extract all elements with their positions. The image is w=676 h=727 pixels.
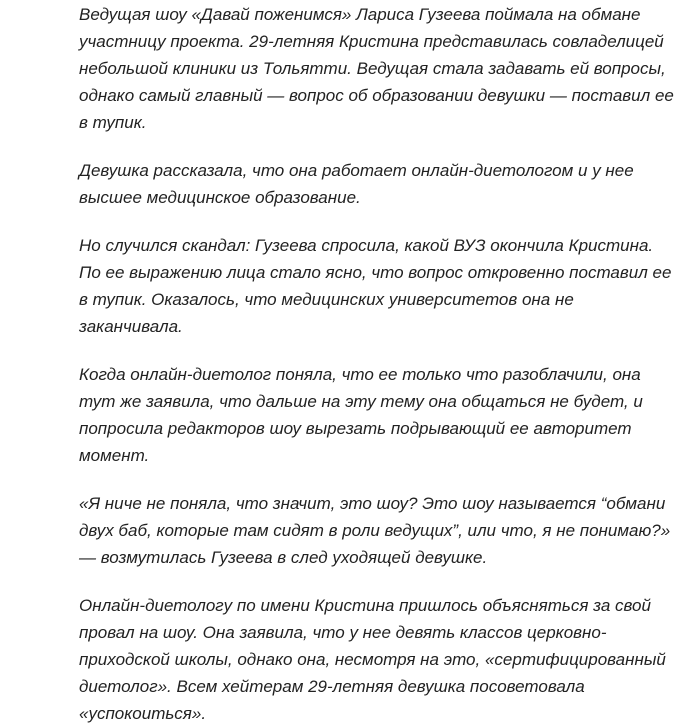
- text-line: диетолог». Всем хейтерам 29-летняя девушка посоветовала: [79, 677, 585, 696]
- paragraph-gap: [79, 136, 676, 157]
- paragraph: [79, 232, 676, 340]
- paragraph: [79, 1, 676, 136]
- text-line: Ведущая шоу «Давай поженимся» Лариса Гузеева поймала на обмане: [79, 5, 641, 24]
- text-line: приходской школы, однако она, несмотря на это, «сертифицированный: [79, 650, 666, 669]
- text-line: «Я ниче не поняла, что значит, это шоу? Это шоу называется “обмани: [79, 494, 666, 513]
- text-line: — возмутилась Гузеева в след уходящей девушке.: [79, 548, 488, 567]
- paragraph-gap: [79, 469, 676, 490]
- text-line: заканчивала.: [79, 317, 183, 336]
- text-line: Но случился скандал: Гузеева спросила, какой ВУЗ окончила Кристина.: [79, 236, 654, 255]
- paragraph: [79, 592, 676, 727]
- text-line: Когда онлайн-диетолог поняла, что ее только что разоблачили, она: [79, 365, 641, 384]
- text-line: двух баб, которые там сидят в роли ведущих”, или что, я не понимаю?»: [79, 521, 671, 540]
- text-line: небольшой клиники из Тольятти. Ведущая стала задавать ей вопросы,: [79, 59, 666, 78]
- text-line: в тупик.: [79, 113, 147, 132]
- text-line: участницу проекта. 29-летняя Кристина представилась совладелицей: [79, 32, 664, 51]
- text-line: Девушка рассказала, что она работает онлайн-диетологом и у нее: [79, 161, 634, 180]
- text-line: однако самый главный — вопрос об образовании девушки — поставил ее: [79, 86, 674, 105]
- paragraph: [79, 361, 676, 469]
- paragraph-gap: [79, 211, 676, 232]
- text-line: провал на шоу. Она заявила, что у нее девять классов церковно-: [79, 623, 607, 642]
- text-line: «успокоиться».: [79, 704, 207, 723]
- text-line: высшее медицинское образование.: [79, 188, 361, 207]
- article-body: [79, 1, 676, 727]
- text-line: момент.: [79, 446, 150, 465]
- text-line: попросила редакторов шоу вырезать подрывающий ее авторитет: [79, 419, 632, 438]
- text-line: тут же заявила, что дальше на эту тему она общаться не будет, и: [79, 392, 643, 411]
- quote-paragraph: [79, 490, 676, 571]
- paragraph: [79, 157, 676, 211]
- text-line: Онлайн-диетологу по имени Кристина пришлось объясняться за свой: [79, 596, 651, 615]
- text-line: в тупик. Оказалось, что медицинских университетов она не: [79, 290, 574, 309]
- text-line: По ее выражению лица стало ясно, что вопрос откровенно поставил ее: [79, 263, 672, 282]
- paragraph-gap: [79, 571, 676, 592]
- paragraph-gap: [79, 340, 676, 361]
